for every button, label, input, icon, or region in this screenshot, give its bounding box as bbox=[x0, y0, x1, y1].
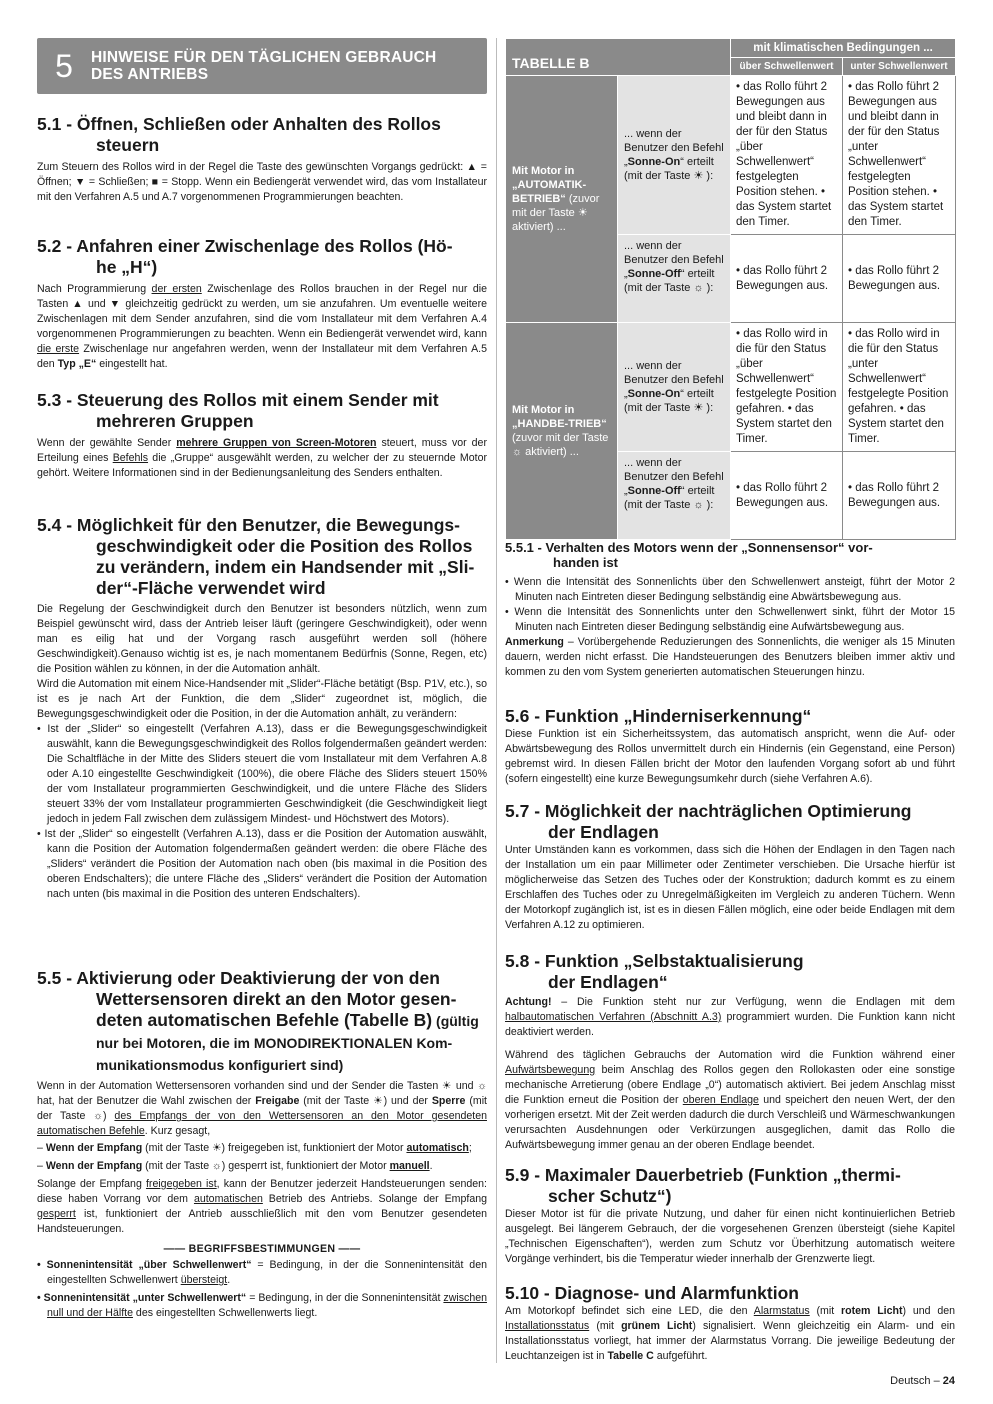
table-b bbox=[505, 38, 956, 540]
condition-sonne-off: ... wenn der Benutzer den Befehl „Sonne-Off“ erteilt (mit der Taste ☼ ): bbox=[618, 452, 731, 540]
section-body: Achtung! – Die Funktion steht nur zur Verfügung, wenn die Endlagen mit dem halbautomatischen Verfahren (Abschnitt A.3) programmiert wurden. Die Funktion kann nicht deaktiviert werden. bbox=[505, 996, 955, 1038]
section-body: Wird die Automation mit einem Nice-Handsender mit „Slider“-Fläche betätigt (Bsp. P1V, etc.), so ist es je nach Art der Funktion, die dem „Slider“ zugeordnet ist, möglich, die Bewegungsgeschwindigkeit oder die Position, in der die Automation anhält, zu verändern: bbox=[37, 678, 487, 720]
table-cell: • das Rollo wird in die für den Status „unter Schwellenwert“ festgelegte Position gefahren. • das System startet den Timer. bbox=[843, 323, 956, 452]
section-title: 5.9 - Maximaler Dauerbetrieb (Funktion „thermi- scher Schutz“) bbox=[505, 1165, 901, 1206]
table-cell: • das Rollo führt 2 Bewegungen aus und bleibt dann in der für den Status „über Schwellenwert“ festgelegten Position stehen. • das System startet den Timer. bbox=[731, 76, 843, 235]
section-5-2 bbox=[37, 236, 487, 372]
condition-sonne-off: ... wenn der Benutzer den Befehl „Sonne-Off“ erteilt (mit der Taste ☼ ): bbox=[618, 235, 731, 323]
list-item: • Wenn die Intensität des Sonnenlichts unter den Schwellenwert sinkt, führt der Motor 15 Minuten nach Eintreten dieser Bedingung selbständig eine Aufwärtsbewegung aus. bbox=[505, 606, 955, 633]
section-body: Wenn in der Automation Wettersensoren vorhanden sind und der Sender die Tasten ☀ und ☼ hat, hat der Benutzer die Wahl zwischen der Freigabe (mit der Taste ☀) und der Sperre (mit der Taste ☼) des Empfangs der von den Wettersensoren an den Motor gesendeten automatischen Befehle. Kurz gesagt, bbox=[37, 1080, 487, 1137]
list-item: • Sonnenintensität „unter Schwellenwert“ = Bedingung, in der die Sonnenintensität zwischen null und der Hälfte des eingestellten Schwellenwerts liegt. bbox=[37, 1292, 487, 1319]
section-body: Solange der Empfang freigegeben ist, kann der Benutzer jederzeit Handsteuerungen senden: diese haben Vorrang vor dem automatischen Betrieb des Antriebs. Solange der Empfang gesperrt ist, funktioniert der Antrieb ausschließlich mit den vom Benutzer gesendeten Handsteuerungen. bbox=[37, 1178, 487, 1235]
chapter-title: HINWEISE FÜR DEN TÄGLICHEN GEBRAUCH DES ANTRIEBS bbox=[91, 49, 437, 83]
section-title: 5.3 - Steuerung des Rollos mit einem Sender mit mehreren Gruppen bbox=[37, 390, 439, 431]
left-column bbox=[37, 38, 488, 1319]
condition-sonne-on: ... wenn der Benutzer den Befehl „Sonne-On“ erteilt (mit der Taste ☀ ): bbox=[618, 323, 731, 452]
definitions-list bbox=[37, 1258, 487, 1321]
row-label-handbetrieb: Mit Motor in „HANDBE-TRIEB“ (zuvor mit der Taste ☼ aktiviert) ... bbox=[506, 323, 618, 540]
section-body: Die Regelung der Geschwindigkeit durch den Benutzer ist besonders nützlich, wenn zum Beispiel gewünscht wird, dass der Antrieb leiser läuft (geringere Geschwindigkeit), oder wenn man es eilig hat und der Vorgang rasch ausgeführt werden soll (höhere Geschwindigkeit).Genauso wichtig ist es, je nach momentanem Bedürfnis (Sonne, Regen, etc) die Position wählen zu können, in der die Automation anhält. bbox=[37, 603, 487, 675]
table-cell: • das Rollo wird in die für den Status „über Schwellenwert“ festgelegte Position gefahren. • das System startet den Timer. bbox=[731, 323, 843, 452]
chapter-header bbox=[37, 38, 487, 94]
table-cell: • das Rollo führt 2 Bewegungen aus. bbox=[843, 452, 956, 540]
list-item: – Wenn der Empfang (mit der Taste ☼) gesperrt ist, funktioniert der Motor manuell. bbox=[37, 1160, 433, 1172]
table-cell: • das Rollo führt 2 Bewegungen aus. bbox=[731, 452, 843, 540]
section-body: Unter Umständen kann es vorkommen, dass sich die Höhen der Endlagen in den Tagen nach der Installation um ein paar Millimeter oder Zentimeter verschieben. Die Ursache hierfür ist möglicherweise das Setzen des Tuches oder der Konstruktion; dadurch kommt es zu einem Erschlaffen des Tuches oder zu Unregelmäßigkeiten im Vergleich zu anderen Tüchern. Wenn der Motorkopf zugänglich ist, ist es in diesen Fällen möglich, eine oder beide Endlagen mit dem Verfahren A.12 zu optimieren. bbox=[505, 844, 955, 931]
page-footer: Deutsch – 24 bbox=[890, 1375, 955, 1387]
section-body: Wenn der gewählte Sender mehrere Gruppen von Screen-Motoren steuert, muss vor der Erteilung eines Befehls die „Gruppe“ ausgewählt werden, zu welcher der zu steuernde Motor gehört. Weitere Informationen sind in der Bedienungsanleitung des Senders enthalten. bbox=[37, 437, 487, 479]
section-body: Am Motorkopf befindet sich eine LED, die den Alarmstatus (mit rotem Licht) und den Installationsstatus (mit grünem Licht) signalisiert. Wenn gleichzeitig ein Alarm- und ein Installationsstatus vorliegt, hat immer der Alarmstatus Vorrang. Die jeweilige Bedeutung der Leuchtanzeigen ist in Tabelle C aufgeführt. bbox=[505, 1305, 955, 1362]
section-5-5-1 bbox=[505, 540, 955, 680]
definitions-heading: —— BEGRIFFSBESTIMMUNGEN —— bbox=[163, 1243, 361, 1255]
bullet-list bbox=[505, 575, 955, 635]
section-title: 5.10 - Diagnose- und Alarmfunktion bbox=[505, 1283, 799, 1303]
section-body: Zum Steuern des Rollos wird in der Regel die Taste des gewünschten Vorgangs gedrückt: ▲ = Öffnen; ▼ = Schließen; ■ = Stopp. Wenn ein Bediengerät verwendet wird, das vom Installateur mit den Verfahren A.5 und A.7 vorgenommenen Programmierungen beachten. bbox=[37, 161, 487, 203]
right-column bbox=[505, 38, 955, 1362]
bullet-list bbox=[37, 722, 487, 902]
section-title: 5.4 - Möglichkeit für den Benutzer, die Bewegungs- geschwindigkeit oder die Position des Rollos zu verändern, indem ein Handsender mit „Sli- der“-Fläche verwendet wird bbox=[37, 515, 475, 598]
section-body: Diese Funktion ist ein Sicherheitssystem, das automatisch anspricht, wenn die Auf- oder Abwärtsbewegung des Rollos unvermittelt durch ein Hindernis (ein Gegenstand, eine Person) gebremst wird. In diesen Fällen bricht der Motor den laufenden Vorgang sofort ab und führt (sofern eingestellt) eine kurze Bewegungsumkehr durch (siehe Verfahren A.6). bbox=[505, 728, 955, 785]
section-5-3 bbox=[37, 390, 487, 481]
section-5-4 bbox=[37, 515, 487, 902]
table-cell: • das Rollo führt 2 Bewegungen aus. bbox=[731, 235, 843, 323]
list-item: • Sonnenintensität „über Schwellenwert“ = Bedingung, in der die Sonnenintensität den eingestellten Schwellenwert übersteigt. bbox=[37, 1259, 487, 1286]
section-body: Während des täglichen Gebrauchs der Automation wird die Funktion während einer Aufwärtsbewegung beim Anschlag des Rollos gegen den Rollokasten oder eine sonstige mechanische Arretierung (obere Endlage „0“) automatisch aktiviert. Bei jedem Anschlag misst die Funktion erneut die Position der oberen Endlage und speichert den neuen Wert, der den vorherigen ersetzt. Mit der Zeit werden dadurch die durch Verschleiß und Wärmeschwankungen verursachten Ausdehnungen oder Verkürzungen ausgeglichen, damit das Rollo die Aufwärtsbewegung immer genau an der oberen Endlage beendet. bbox=[505, 1049, 955, 1151]
table-top-header: mit klimatischen Bedingungen ... bbox=[731, 39, 956, 58]
list-item: • Wenn die Intensität des Sonnenlichts über den Schwellenwert ansteigt, führt der Motor 2 Minuten nach Eintreten dieser Bedingung selbständig eine Abwärtsbewegung aus. bbox=[505, 576, 955, 603]
section-5-9 bbox=[505, 1165, 955, 1267]
table-cell: • das Rollo führt 2 Bewegungen aus. bbox=[843, 235, 956, 323]
list-item: • Ist der „Slider“ so eingestellt (Verfahren A.13), dass er die Bewegungsgeschwindigkeit auswählt, kann die Bewegungsgeschwindigkeit des Rollos folgendermaßen geändert werden: Die Schaltfläche in der Mitte des Sliders steuert die vom Installateur mit dem Verfahren A.8 oder A.10 eingestellte Geschwindigkeit (100%), die obere Fläche des Sliders steuert 150% der vom Installateur programmierten Geschwindigkeit, und die untere Fläche des Sliders steuert 33% der vom Installateur programmierten Geschwindigkeit (die Geschwindigkeit liegt jedoch in jedem Fall zwischen dem zulässigem Mindest- und Höchstwert des Motors). bbox=[37, 723, 487, 825]
section-body: Anmerkung – Vorübergehende Reduzierungen des Sonnenlichts, die weniger als 15 Minuten dauern, werden nicht erfasst. Die Handsteuerungen des Benutzers bleiben immer aktiv und kommen zu den vom System generierten automatischen Steuerungen hinzu. bbox=[505, 636, 955, 678]
page-number: 24 bbox=[942, 1375, 955, 1387]
section-5-8 bbox=[505, 951, 955, 1153]
section-title: 5.5.1 - Verhalten des Motors wenn der „Sonnensensor“ vor- handen ist bbox=[505, 540, 873, 570]
column-header: über Schwellenwert bbox=[731, 58, 843, 76]
section-5-5 bbox=[37, 968, 487, 1321]
section-body: Dieser Motor ist für die private Nutzung, und daher für einen nicht kontinuierlichen Betrieb ausgelegt. Bei längerem Gebrauch, der die vorgesehenen Grenzen übersteigt (siehe Kapitel „Technischen Eigenschaften“), werden zum Schutz vor Überhitzung automatisch weitere Vorgänge verhindert, bis die Temperatur wieder innerhalb der Grenzwerte liegt. bbox=[505, 1208, 955, 1265]
section-title: 5.5 - Aktivierung oder Deaktivierung der von den Wettersensoren direkt an den Motor gesen- deten automatischen Befehle (Tabelle B) (gültig nur bei Motoren, die im MONODIREKTIONALEN Kom- munikationsmodus konfiguriert sind) bbox=[37, 968, 479, 1073]
table-title: TABELLE B bbox=[506, 39, 731, 76]
section-body: Nach Programmierung der ersten Zwischenlage des Rollos brauchen in der Regel nur die Tasten ▲ und ▼ gleichzeitig gedrückt zu werden, um sie anzufahren. Um eventuelle weitere Zwischenlagen mit dem Sender anzufahren, sind die vom Installateur mit dem Verfahren A.4 vorgenommenen Programmierungen zu beachten. Wenn ein Bediengerät verwendet wird, kann die erste Zwischenlage nur angefahren werden, wenn der Installateur mit dem Verfahren A.5 den Typ „E“ eingestellt hat. bbox=[37, 283, 488, 370]
list-item: • Ist der „Slider“ so eingestellt (Verfahren A.13), dass er die Position der Automation auswählt, kann die Position der Automation folgendermaßen geändert werden: die obere Fläche des „Sliders“ verändert die Position der Automation nach oben (bis maximal in die Position des oberen Endschalters); die untere Fläche des „Sliders“ verändert die Position der Automation nach unten (bis maximal in die Position des unteren Endschalters). bbox=[37, 828, 487, 900]
section-title: 5.7 - Möglichkeit der nachträglichen Optimierung der Endlagen bbox=[505, 801, 912, 842]
chapter-number: 5 bbox=[55, 47, 73, 84]
condition-sonne-on: ... wenn der Benutzer den Befehl „Sonne-On“ erteilt (mit der Taste ☀ ): bbox=[618, 76, 731, 235]
section-5-7 bbox=[505, 801, 955, 933]
section-title: 5.6 - Funktion „Hinderniserkennung“ bbox=[505, 706, 812, 726]
section-5-6 bbox=[505, 706, 955, 787]
section-5-10 bbox=[505, 1283, 955, 1364]
section-title: 5.2 - Anfahren einer Zwischenlage des Rollos (Hö- he „H“) bbox=[37, 236, 453, 277]
table-cell: • das Rollo führt 2 Bewegungen aus und bleibt dann in der für den Status „unter Schwellenwert“ festgelegten Position stehen. • das System startet den Timer. bbox=[843, 76, 956, 235]
list-item: – Wenn der Empfang (mit der Taste ☀) freigegeben ist, funktioniert der Motor automatisch; bbox=[37, 1142, 472, 1154]
section-title: 5.1 - Öffnen, Schließen oder Anhalten des Rollos steuern bbox=[37, 114, 441, 155]
section-5-1 bbox=[37, 114, 487, 205]
column-header: unter Schwellenwert bbox=[843, 58, 956, 76]
column-divider bbox=[496, 38, 497, 1363]
section-title: 5.8 - Funktion „Selbstaktualisierung der Endlagen“ bbox=[505, 951, 804, 992]
row-label-automatik: Mit Motor in „AUTOMATIK-BETRIEB“ (zuvor mit der Taste ☀ aktiviert) ... bbox=[506, 76, 618, 323]
dash-list bbox=[37, 1141, 487, 1174]
